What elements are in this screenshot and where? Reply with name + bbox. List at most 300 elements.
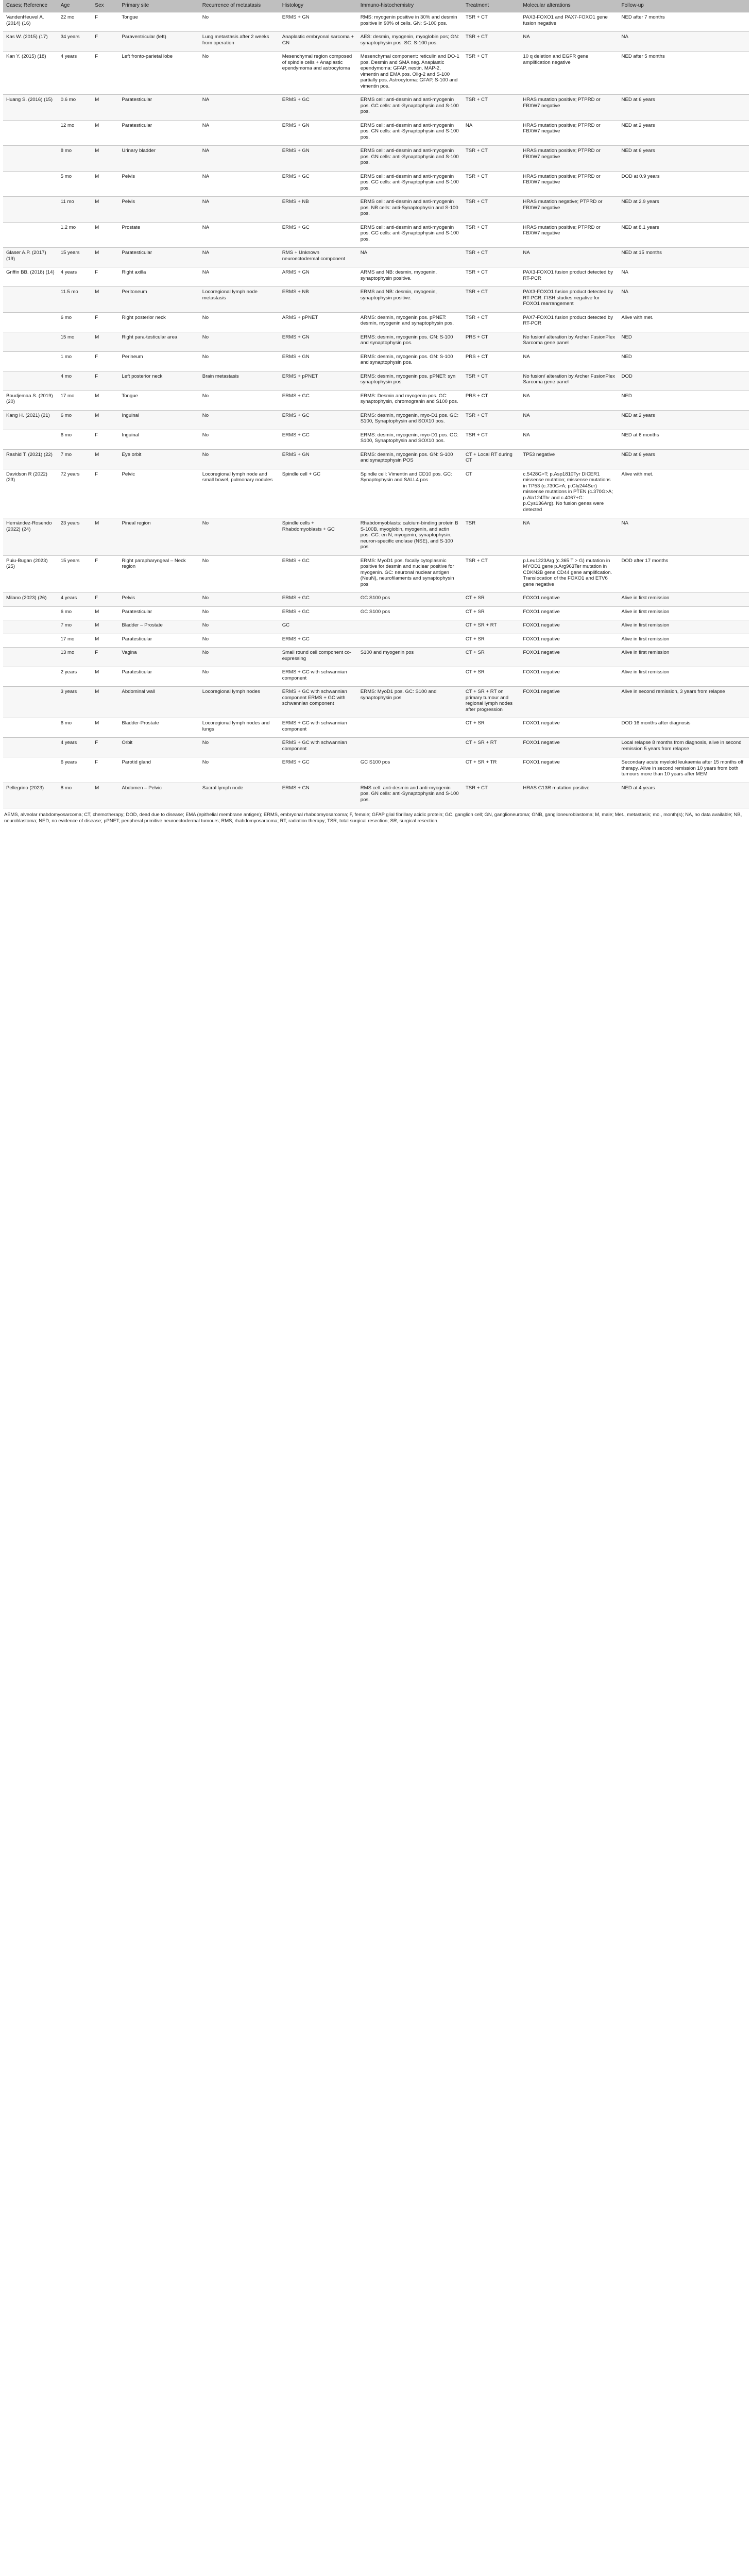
table-cell: Mesenchymal region composed of spindle cells + Anaplastic ependymoma and astrocytoma (279, 52, 357, 95)
table-cell: F (92, 371, 118, 391)
table-cell: 7 mo (58, 449, 92, 469)
table-cell: Tongue (118, 391, 199, 410)
table-cell: Brain metastasis (199, 371, 279, 391)
table-cell: PAX7-FOXO1 fusion product detected by RT-PCR (520, 312, 618, 332)
table-cell: ERMS: desmin, myogenin, myo-D1 pos. GC: S100, Synaptophysin and SOX10 pos. (357, 410, 463, 430)
table-row (3, 52, 749, 95)
table-cell: TSR + CT (463, 267, 520, 287)
table-cell: ERMS cell: anti-desmin and anti-myogenin pos. GC cells: anti-Synaptophysin and S-100 pos. (357, 171, 463, 197)
table-cell: PRS + CT (463, 351, 520, 371)
table-row (3, 687, 749, 718)
table-cell: NED at 6 years (619, 95, 749, 121)
table-cell: TSR (463, 518, 520, 556)
table-cell (3, 171, 58, 197)
table-cell: 0.6 mo (58, 95, 92, 121)
table-row (3, 469, 749, 518)
column-header: Follow-up (619, 0, 749, 12)
table-cell: Rashid T. (2021) (22) (3, 449, 58, 469)
table-cell: ERMS + GC with schwannian component (279, 738, 357, 757)
table-cell: 13 mo (58, 648, 92, 667)
table-cell: NA (520, 32, 618, 52)
table-cell: TSR + CT (463, 555, 520, 593)
table-cell: c.5428G>T; p.Asp1810Tyr DICER1 missense mutation; missense mutations in TP53 (c.730G>A; p.Gly244Ser) missense mutations in PTEN (c.370G>A; p.Ala124Thr and c.4067+G: p.Cys136Arg). No fusion genes were detected (520, 469, 618, 518)
table-row (3, 391, 749, 410)
table-cell: 4 years (58, 52, 92, 95)
table-cell: M (92, 95, 118, 121)
table-cell: ERMS + GN (279, 146, 357, 172)
table-cell: Pineal region (118, 518, 199, 556)
table-row (3, 32, 749, 52)
table-cell: Abdominal wall (118, 687, 199, 718)
table-cell: CT + SR (463, 634, 520, 648)
table-cell: ERMS cell: anti-desmin and anti-myogenin pos. NB cells: anti-Synaptophysin and S-100 pos. (357, 197, 463, 223)
table-cell: Peritoneum (118, 287, 199, 313)
table-cell: No (199, 620, 279, 634)
table-cell: F (92, 430, 118, 449)
table-cell: ERMS: desmin, myogenin pos. GN: S-100 and synaptophysin POS (357, 449, 463, 469)
table-cell: ERMS: desmin, myogenin pos. GN: S-100 and synaptophysin pos. (357, 332, 463, 351)
table-cell: 23 years (58, 518, 92, 556)
table-cell (3, 648, 58, 667)
table-cell: No (199, 430, 279, 449)
table-cell: M (92, 332, 118, 351)
table-cell: 4 mo (58, 371, 92, 391)
table-cell: NED at 2.9 years (619, 197, 749, 223)
table-cell: NA (520, 410, 618, 430)
table-cell: M (92, 667, 118, 687)
table-cell: No (199, 312, 279, 332)
table-cell: 1 mo (58, 351, 92, 371)
table-cell (3, 287, 58, 313)
table-cell: Paratesticular (118, 634, 199, 648)
table-cell (3, 634, 58, 648)
table-cell: M (92, 248, 118, 267)
table-row (3, 287, 749, 313)
table-cell (3, 351, 58, 371)
column-header: Sex (92, 0, 118, 12)
table-cell: NED at 6 years (619, 146, 749, 172)
table-cell: Paratesticular (118, 667, 199, 687)
table-cell: CT + SR (463, 606, 520, 620)
table-cell: ERMS: desmin, myogenin, myo-D1 pos. GC: S100, Synaptophysin and SOX10 pos. (357, 430, 463, 449)
table-cell: No (199, 757, 279, 783)
table-cell: GC S100 pos (357, 606, 463, 620)
table-cell: TSR + CT (463, 430, 520, 449)
table-cell: GC S100 pos (357, 757, 463, 783)
column-header: Cases; Reference (3, 0, 58, 12)
table-cell: No (199, 518, 279, 556)
table-cell: NED (619, 332, 749, 351)
table-cell: M (92, 606, 118, 620)
table-cell: F (92, 52, 118, 95)
table-row (3, 146, 749, 172)
table-cell: 15 mo (58, 332, 92, 351)
table-cell: F (92, 555, 118, 593)
table-cell: RMS: myogenin positive in 30% and desmin positive in 90% of cells. GN: S-100 pos. (357, 12, 463, 32)
table-cell: 11 mo (58, 197, 92, 223)
table-cell: Rhabdomyoblasts: calcium-binding protein B S-100B, myoglobin, myogenin, and actin pos. GC: en N, myogenin, synaptophysin, neuron-specific enolase (NSE), and S-100 pos (357, 518, 463, 556)
table-cell: HRAS mutation positive; PTPRD or FBXW7 negative (520, 222, 618, 248)
table-cell: 1.2 mo (58, 222, 92, 248)
table-cell: ERMS + GC with schwannian component ERMS + GC with schwannian component (279, 687, 357, 718)
table-cell: Locoregional lymph node and small bowel, pulmonary nodules (199, 469, 279, 518)
table-cell: M (92, 171, 118, 197)
table-cell: 3 years (58, 687, 92, 718)
table-cell: M (92, 120, 118, 146)
table-cell: HRAS mutation positive; PTPRD or FBXW7 negative (520, 120, 618, 146)
table-cell: NA (520, 248, 618, 267)
table-cell: 17 mo (58, 634, 92, 648)
table-cell: No fusion/ alteration by Archer FusionPlex Sarcoma gene panel (520, 371, 618, 391)
table-cell: No (199, 52, 279, 95)
table-cell (3, 222, 58, 248)
table-cell: Milano (2023) (26) (3, 593, 58, 607)
table-cell: ARMS and NB: desmin, myogenin, synaptophysin positive. (357, 267, 463, 287)
table-cell: NA (619, 32, 749, 52)
table-cell: Bladder-Prostate (118, 718, 199, 738)
table-row (3, 267, 749, 287)
table-cell: Alive in second remission, 3 years from relapse (619, 687, 749, 718)
table-cell: ERMS + GN (279, 449, 357, 469)
table-cell (3, 312, 58, 332)
table-cell: 10 q deletion and EGFR gene amplification negative (520, 52, 618, 95)
table-cell: NA (619, 518, 749, 556)
document (0, 0, 752, 824)
table-cell (3, 430, 58, 449)
table-cell: Left fronto-parietal lobe (118, 52, 199, 95)
table-row (3, 371, 749, 391)
table-cell: Parotid gland (118, 757, 199, 783)
table-cell: No (199, 410, 279, 430)
table-row (3, 449, 749, 469)
table-cell: Alive in first remission (619, 667, 749, 687)
table-cell: Vagina (118, 648, 199, 667)
table-cell: M (92, 449, 118, 469)
column-header: Age (58, 0, 92, 12)
table-cell: M (92, 634, 118, 648)
table-cell: M (92, 287, 118, 313)
table-cell: No (199, 351, 279, 371)
table-cell: ERMS: MyoD1 pos. focally cytoplasmic positive for desmin and nuclear positive for myogenin. GC: neuronal nuclear antigen (NeuN), neurofilaments and synaptophysin pos (357, 555, 463, 593)
table-cell: Pelvic (118, 469, 199, 518)
table-cell: Bladder – Prostate (118, 620, 199, 634)
table-cell: NA (520, 351, 618, 371)
table-cell: CT + SR (463, 648, 520, 667)
table-cell: No (199, 12, 279, 32)
table-cell: ERMS + GC (279, 391, 357, 410)
table-cell: CT + SR (463, 718, 520, 738)
table-cell: 6 mo (58, 430, 92, 449)
table-cell: No fusion/ alteration by Archer FusionPlex Sarcoma gene panel (520, 332, 618, 351)
table-cell: M (92, 391, 118, 410)
table-row (3, 332, 749, 351)
table-cell: ERMS + GC with schwannian component (279, 718, 357, 738)
table-cell: FOXO1 negative (520, 634, 618, 648)
table-row (3, 738, 749, 757)
table-row (3, 606, 749, 620)
table-cell: ERMS cell: anti-desmin and anti-myogenin pos. GN cells: anti-Synaptophysin and S-100 pos. (357, 146, 463, 172)
table-cell (3, 371, 58, 391)
table-cell: Mesenchymal component: reticulin and DO-1 pos. Desmin and SMA neg. Anaplastic ependymoma: GFAP, nestin, MAP-2, vimentin and EMA pos. Olig-2 and S-100 partially pos. Astrocytoma: GFAP, S-100 and vimentin pos. (357, 52, 463, 95)
table-cell: Anaplastic embryonal sarcoma + GN (279, 32, 357, 52)
table-cell: Locoregional lymph node metastasis (199, 287, 279, 313)
table-cell: 6 mo (58, 312, 92, 332)
table-cell: ERMS cell: anti-desmin and anti-myogenin pos. GN cells: anti-Synaptophysin and S-100 pos. (357, 120, 463, 146)
table-cell: 4 years (58, 593, 92, 607)
table-cell: ERMS + GC (279, 555, 357, 593)
table-cell: Pelvis (118, 197, 199, 223)
table-cell: ERMS + GC with schwannian component (279, 667, 357, 687)
table-cell: Lung metastasis after 2 weeks from operation (199, 32, 279, 52)
table-cell: Hernández-Rosendo (2022) (24) (3, 518, 58, 556)
table-row (3, 783, 749, 808)
table-cell: Alive in first remission (619, 593, 749, 607)
table-cell: 8 mo (58, 146, 92, 172)
table-cell (3, 718, 58, 738)
table-cell: ERMS + GN (279, 351, 357, 371)
table-cell: NA (199, 248, 279, 267)
table-cell: No (199, 738, 279, 757)
column-header: Histology (279, 0, 357, 12)
table-cell: Spindle cell: Vimentin and CD10 pos. GC: Synaptophysin and SALL4 pos (357, 469, 463, 518)
table-cell: NED at 4 years (619, 783, 749, 808)
table-cell: Orbit (118, 738, 199, 757)
table-cell: CT + SR (463, 667, 520, 687)
table-cell: DOD after 17 months (619, 555, 749, 593)
table-cell: 12 mo (58, 120, 92, 146)
table-cell: CT + SR + RT on primary tumour and regional lymph nodes after progression (463, 687, 520, 718)
table-cell: GC S100 pos (357, 593, 463, 607)
table-row (3, 312, 749, 332)
table-cell: Secondary acute myeloid leukaemia after 15 months off therapy. Alive in second remission 10 years from both tumours more than 10 years after MEM (619, 757, 749, 783)
table-cell: Griffin BB. (2018) (14) (3, 267, 58, 287)
table-cell: NED (619, 351, 749, 371)
table-cell: 6 mo (58, 718, 92, 738)
table-cell: NA (520, 518, 618, 556)
table-cell (3, 332, 58, 351)
table-cell: Abdomen – Pelvic (118, 783, 199, 808)
table-cell: F (92, 12, 118, 32)
table-cell: 6 years (58, 757, 92, 783)
table-body (3, 12, 749, 808)
table-cell: NED at 6 months (619, 430, 749, 449)
table-cell: Spindle cell + GC (279, 469, 357, 518)
table-cell: Urinary bladder (118, 146, 199, 172)
table-cell: Huang S. (2016) (15) (3, 95, 58, 121)
table-cell: ERMS: desmin, myogenin pos. pPNET: syn synaptophysin pos. (357, 371, 463, 391)
table-cell: Eye orbit (118, 449, 199, 469)
table-cell: CT + SR + RT (463, 620, 520, 634)
table-cell: Davidson R (2022) (23) (3, 469, 58, 518)
table-cell: ERMS + GN (279, 120, 357, 146)
table-cell: F (92, 738, 118, 757)
table-row (3, 593, 749, 607)
table-cell: ERMS + GC (279, 222, 357, 248)
table-cell: Right posterior neck (118, 312, 199, 332)
table-cell: 7 mo (58, 620, 92, 634)
table-cell: ARMS: desmin, myogenin pos. pPNET: desmin, myogenin and synaptophysin pos. (357, 312, 463, 332)
table-cell: Paratesticular (118, 606, 199, 620)
table-cell: NED after 7 months (619, 12, 749, 32)
table-cell: Left posterior neck (118, 371, 199, 391)
table-row (3, 197, 749, 223)
table-cell: F (92, 312, 118, 332)
table-cell: No (199, 332, 279, 351)
table-cell: PAX3-FOXO1 fusion product detected by RT-PCR (520, 267, 618, 287)
table-cell: ERMS cell: anti-desmin and anti-myogenin pos. GC cells: anti-Synaptophysin and S-100 pos. (357, 222, 463, 248)
table-cell: F (92, 648, 118, 667)
table-cell: Tongue (118, 12, 199, 32)
table-cell: NA (199, 222, 279, 248)
column-header: Treatment (463, 0, 520, 12)
table-cell: Inguinal (118, 430, 199, 449)
table-cell: M (92, 197, 118, 223)
table-cell: Right axilla (118, 267, 199, 287)
table-cell: F (92, 267, 118, 287)
table-cell: CT + SR (463, 593, 520, 607)
table-cell: TSR + CT (463, 312, 520, 332)
table-cell: FOXO1 negative (520, 593, 618, 607)
table-row (3, 667, 749, 687)
table-header (3, 0, 749, 12)
table-cell: ERMS + GN (279, 783, 357, 808)
table-cell: No (199, 593, 279, 607)
column-header: Recurrence of metastasis (199, 0, 279, 12)
table-cell: 4 years (58, 267, 92, 287)
table-cell: ERMS + GC (279, 634, 357, 648)
table-cell (3, 620, 58, 634)
table-cell: GC (279, 620, 357, 634)
table-cell (3, 687, 58, 718)
table-row (3, 120, 749, 146)
table-cell: FOXO1 negative (520, 667, 618, 687)
table-cell: FOXO1 negative (520, 648, 618, 667)
table-cell: M (92, 146, 118, 172)
table-cell: 8 mo (58, 783, 92, 808)
table-cell: NA (199, 171, 279, 197)
table-cell: PRS + CT (463, 391, 520, 410)
table-cell: Alive in first remission (619, 606, 749, 620)
table-cell: NED (619, 391, 749, 410)
table-cell: Glaser A.P. (2017) (19) (3, 248, 58, 267)
table-cell: FOXO1 negative (520, 738, 618, 757)
table-cell: Puiu-Bugan (2023) (25) (3, 555, 58, 593)
table-cell: PAX3-FOXO1 fusion product detected by RT-PCR. FISH studies negative for FOXO1 rearrangement (520, 287, 618, 313)
table-cell: F (92, 757, 118, 783)
table-cell: FOXO1 negative (520, 606, 618, 620)
table-row (3, 95, 749, 121)
table-row (3, 222, 749, 248)
table-row (3, 634, 749, 648)
table-cell: No (199, 606, 279, 620)
table-cell: ERMS + GC (279, 757, 357, 783)
table-cell: 11.5 mo (58, 287, 92, 313)
table-cell: M (92, 718, 118, 738)
table-cell: ERMS + GN (279, 12, 357, 32)
table-cell: Inguinal (118, 410, 199, 430)
table-cell: NED at 15 months (619, 248, 749, 267)
table-cell: ERMS + GC (279, 606, 357, 620)
table-cell (3, 738, 58, 757)
table-cell: RMS cell: anti-desmin and anti-myogenin pos. GN cells: anti-Synaptophysin and S-100 pos. (357, 783, 463, 808)
table-cell: CT + Local RT during CT (463, 449, 520, 469)
table-row (3, 410, 749, 430)
table-row (3, 248, 749, 267)
table-cell: Alive with met. (619, 469, 749, 518)
table-cell: NA (199, 197, 279, 223)
column-header: Molecular alterations (520, 0, 618, 12)
table-cell: ERMS: MyoD1 pos. GC: S100 and synaptophysin pos (357, 687, 463, 718)
table-cell (357, 667, 463, 687)
table-cell: AES: desmin, myogenin, myoglobin pos; GN: synaptophysin pos. SC: S-100 pos. (357, 32, 463, 52)
table-cell: Paraventricular (left) (118, 32, 199, 52)
table-cell: M (92, 783, 118, 808)
table-cell: Paratesticular (118, 120, 199, 146)
table-cell: ERMS + GN (279, 332, 357, 351)
table-cell: Right parapharyngeal – Neck region (118, 555, 199, 593)
table-cell: NA (199, 146, 279, 172)
table-footnote: AEMS, alveolar rhabdomyosarcoma; CT, chemotherapy; DOD, dead due to disease; EMA (epithelial membrane antigen); ERMS, embryonal rhabdomyosarcoma; F, female; GFAP glial fibrillary acidic protein; GC, ganglion cell; GN, ganglioneuroma; GNB, ganglioneuroblastoma; M, male; Met., metastasis; mo., month(s); NA, no data available; NB, neuroblastoma; NED, no evidence of disease; pPNET, peripheral primitive neuroectodermal tumours; RMS, rhabdomyosarcoma; RT, radiation therapy; TSR, total surgical resection; SR, surgical resection. (4, 811, 742, 824)
table-cell: Kang H. (2021) (21) (3, 410, 58, 430)
table-row (3, 620, 749, 634)
table-row (3, 171, 749, 197)
table-cell: NED after 5 months (619, 52, 749, 95)
table-cell: TSR + CT (463, 95, 520, 121)
table-cell: TSR + CT (463, 783, 520, 808)
table-cell: No (199, 449, 279, 469)
table-cell: HRAS mutation positive; PTPRD or FBXW7 negative (520, 146, 618, 172)
table-cell: 15 years (58, 555, 92, 593)
table-cell: No (199, 634, 279, 648)
table-cell: HRAS mutation positive; PTPRD or FBXW7 negative (520, 171, 618, 197)
table-cell: Local relapse 8 months from diagnosis, alive in second remission 5 years from relapse (619, 738, 749, 757)
table-row (3, 648, 749, 667)
table-cell: TP53 negative (520, 449, 618, 469)
table-cell: 6 mo (58, 410, 92, 430)
table-cell: ARMS + pPNET (279, 312, 357, 332)
table-cell: No (199, 555, 279, 593)
table-row (3, 518, 749, 556)
table-cell: ERMS + GC (279, 171, 357, 197)
table-cell: ARMS + GN (279, 267, 357, 287)
table-cell: HRAS mutation positive; PTPRD or FBXW7 negative (520, 95, 618, 121)
table-row (3, 718, 749, 738)
table-cell: NED at 2 years (619, 410, 749, 430)
table-cell: NA (520, 391, 618, 410)
table-cell: ERMS: Desmin and myogenin pos. GC: synaptophysin, chromogranin and S100 pos. (357, 391, 463, 410)
table-cell: DOD 16 months after diagnosis (619, 718, 749, 738)
table-cell: M (92, 687, 118, 718)
table-cell (357, 738, 463, 757)
table-row (3, 757, 749, 783)
table-row (3, 555, 749, 593)
table-cell: NA (520, 430, 618, 449)
table-cell: 72 years (58, 469, 92, 518)
table-cell: M (92, 518, 118, 556)
table-cell: RMS + Unknown neuroectodermal component (279, 248, 357, 267)
table-cell: p.Leu1223Arg (c.365 T > G) mutation in MYOD1 gene p.Arg963Ter mutation in CDKN2B gene CD44 gene amplification. Translocation of the FOXO1 and ETV6 gene negative (520, 555, 618, 593)
table-cell: Alive in first remission (619, 620, 749, 634)
table-cell: Sacral lymph node (199, 783, 279, 808)
table-cell: TSR + CT (463, 287, 520, 313)
table-cell: NED at 6 years (619, 449, 749, 469)
table-cell: No (199, 391, 279, 410)
table-cell: Spindle cells + Rhabdomyoblasts + GC (279, 518, 357, 556)
table-cell (3, 197, 58, 223)
table-cell: HRAS G13R mutation positive (520, 783, 618, 808)
table-cell: TSR + CT (463, 32, 520, 52)
table-cell: Locoregional lymph nodes (199, 687, 279, 718)
